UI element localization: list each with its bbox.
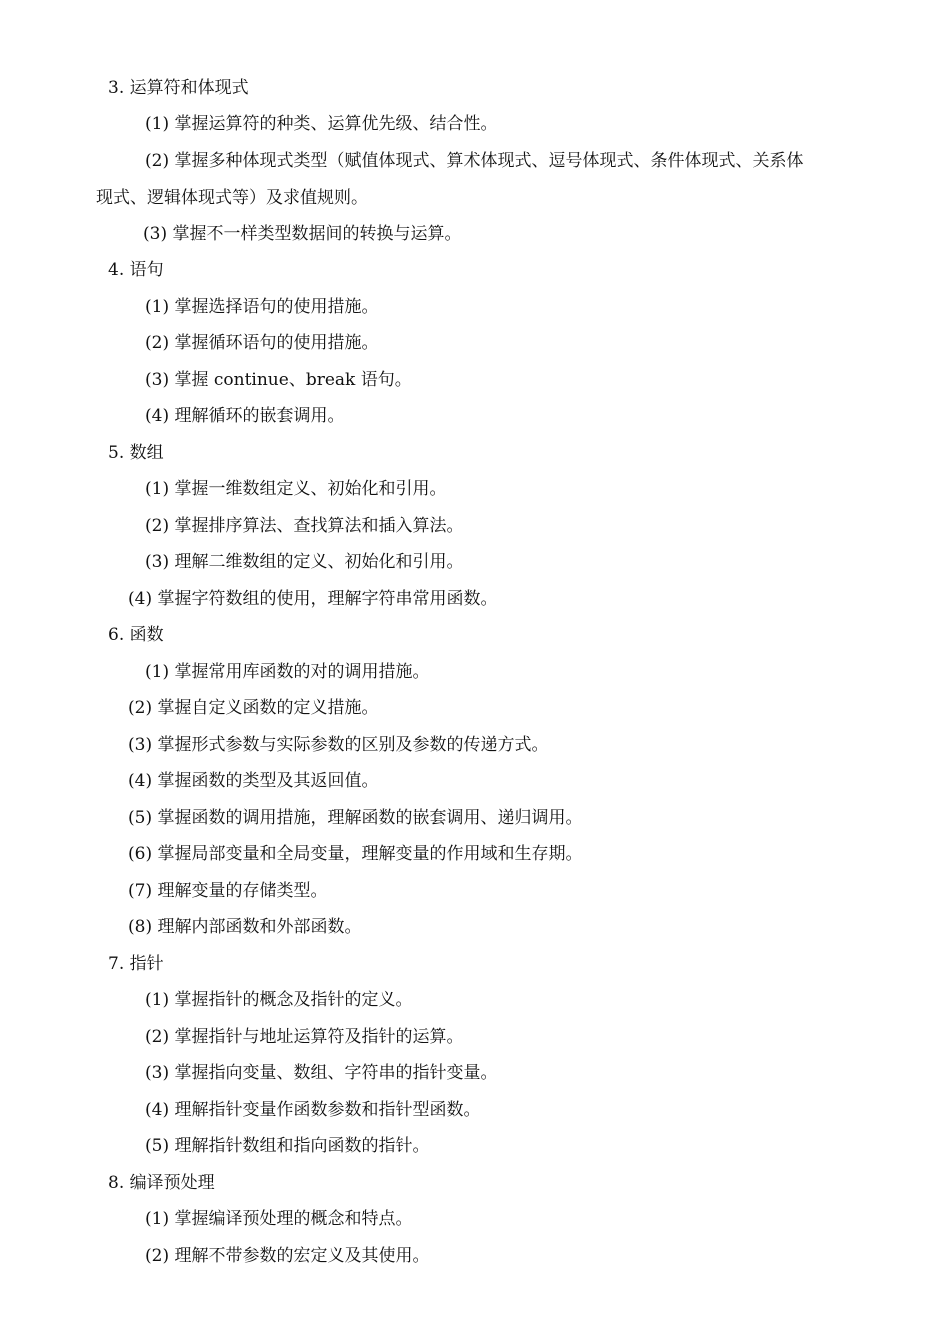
list-item: (4) 理解循环的嵌套调用。 [145,406,345,426]
list-item-continuation: 现式、逻辑体现式等）及求值规则。 [96,188,368,208]
list-item: (1) 掌握编译预处理的概念和特点。 [145,1209,413,1229]
section-heading-operators: 3. 运算符和体现式 [108,78,249,98]
list-item: (4) 掌握函数的类型及其返回值。 [128,771,379,791]
list-item: (5) 理解指针数组和指向函数的指针。 [145,1136,430,1156]
list-item: (1) 掌握常用库函数的对的调用措施。 [145,662,430,682]
section-heading-arrays: 5. 数组 [108,443,164,463]
list-item: (1) 掌握选择语句的使用措施。 [145,297,379,317]
section-heading-statements: 4. 语句 [108,260,164,280]
list-item: (5) 掌握函数的调用措施，理解函数的嵌套调用、递归调用。 [128,808,583,828]
section-heading-functions: 6. 函数 [108,625,164,645]
list-item: (2) 掌握多种体现式类型（赋值体现式、算术体现式、逗号体现式、条件体现式、关系体 [145,151,804,171]
list-item: (2) 掌握排序算法、查找算法和插入算法。 [145,516,464,536]
list-item: (2) 掌握循环语句的使用措施。 [145,333,379,353]
list-item: (7) 理解变量的存储类型。 [128,881,328,901]
list-item: (1) 掌握运算符的种类、运算优先级、结合性。 [145,114,498,134]
list-item: (3) 掌握不一样类型数据间的转换与运算。 [143,224,462,244]
list-item: (1) 掌握一维数组定义、初始化和引用。 [145,479,447,499]
list-item: (6) 掌握局部变量和全局变量，理解变量的作用域和生存期。 [128,844,583,864]
section-heading-preprocessing: 8. 编译预处理 [108,1173,215,1193]
section-heading-pointers: 7. 指针 [108,954,164,974]
list-item: (3) 掌握指向变量、数组、字符串的指针变量。 [145,1063,498,1083]
list-item: (4) 掌握字符数组的使用，理解字符串常用函数。 [128,589,498,609]
list-item: (3) 掌握形式参数与实际参数的区别及参数的传递方式。 [128,735,549,755]
list-item: (8) 理解内部函数和外部函数。 [128,917,362,937]
list-item: (3) 理解二维数组的定义、初始化和引用。 [145,552,464,572]
list-item: (2) 掌握自定义函数的定义措施。 [128,698,379,718]
list-item: (2) 掌握指针与地址运算符及指针的运算。 [145,1027,464,1047]
list-item: (3) 掌握 continue、break 语句。 [145,370,412,390]
list-item: (1) 掌握指针的概念及指针的定义。 [145,990,413,1010]
list-item: (4) 理解指针变量作函数参数和指针型函数。 [145,1100,481,1120]
list-item: (2) 理解不带参数的宏定义及其使用。 [145,1246,430,1266]
